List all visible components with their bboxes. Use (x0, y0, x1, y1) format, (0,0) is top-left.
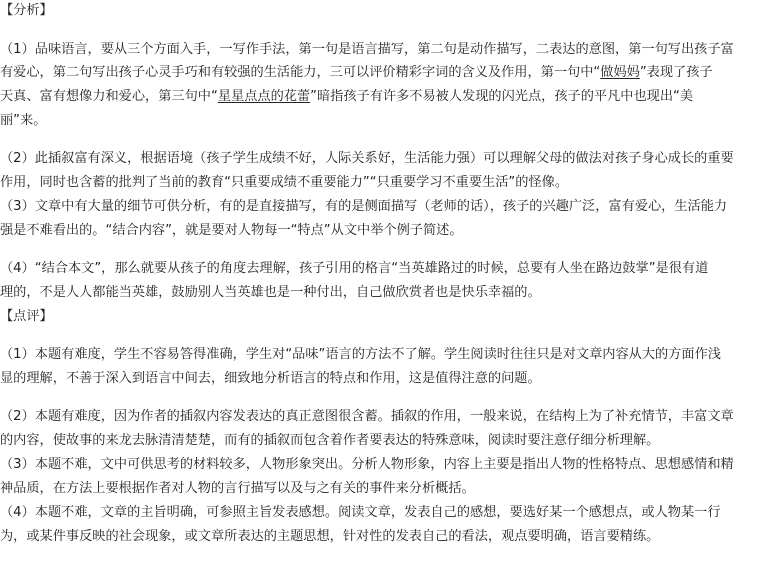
comment-c4-line1: （4）本题不难，文章的主旨明确，可参照主旨发表感想。阅读文章，发表自己的感想，要选好某一个感想点，或人物某一行 (0, 505, 721, 520)
underlined-phrase-zuomama: 做妈妈 (600, 65, 640, 80)
comment-c1-line1: （1）本题有难度，学生不容易答得准确，学生对“品味”语言的方法不了解。学生阅读时往往只是对文章内容从大的方面作浅 (0, 347, 721, 362)
analysis-p1-line3-a: 天真、富有想像力和爱心，第三句中“ (0, 89, 218, 104)
comment-c4-line2: 为，或某件事反映的社会现象，或文章所表达的主题思想，针对性的发表自己的看法，观点要明确，语言要精练。 (0, 529, 660, 544)
comment-c2-line2: 的内容，使故事的来龙去脉清清楚楚，而有的插叙而包含着作者要表达的特殊意味，阅读时要注意仔细分析理解。 (0, 433, 660, 448)
analysis-p3-line1: （3）文章中有大量的细节可供分析，有的是直接描写，有的是侧面描写（老师的话），孩子的兴趣广泛，富有爱心，生活能力 (0, 199, 728, 214)
analysis-p1-line1: （1）品味语言，要从三个方面入手，一写作手法，第一句是语言描写，第二句是动作描写，二表达的意图，第一句写出孩子富 (0, 42, 734, 57)
analysis-p4-line1: （4）“结合本文”，那么就要从孩子的角度去理解，孩子引用的格言“当英雄路过的时候，总要有人坐在路边鼓掌”是很有道 (0, 261, 709, 276)
comment-c3-line2: 神品质，在方法上要根据作者对人物的言行描写以及与之有关的事件来分析概括。 (0, 481, 475, 496)
analysis-p1-line4: 丽”来。 (0, 113, 47, 128)
analysis-p4-line2: 理的，不是人人都能当英雄，鼓励别人当英雄也是一种付出，自己做欣赏者也是快乐幸福的。 (0, 285, 541, 300)
analysis-p2-line2: 作用，同时也含蓄的批判了当前的教育“只重要成绩不重要能力”“只重要学习不重要生活”的怪像。 (0, 175, 569, 190)
analysis-heading: 【分析】 (0, 3, 53, 18)
comment-c1-line2: 显的理解，不善于深入到语言中间去，细致地分析语言的特点和作用，这是值得注意的问题。 (0, 371, 541, 386)
comment-heading: 【点评】 (0, 309, 53, 324)
analysis-p2-line1: （2）此插叙富有深义，根据语境（孩子学生成绩不好，人际关系好，生活能力强）可以理解父母的做法对孩子身心成长的重要 (0, 151, 734, 166)
underlined-phrase-hualei: 星星点点的花蕾 (217, 89, 311, 104)
analysis-p1-line2-end: ”表现了孩子 (639, 65, 713, 80)
analysis-p1-line3-b: ”暗指孩子有许多不易被人发现的闪光点，孩子的平凡中也现出“美 (310, 89, 694, 104)
analysis-p3-line2: 强是不难看出的。“结合内容”，就是要对人物每一“特点”从文中举个例子简述。 (0, 223, 463, 238)
analysis-p1-line2-text: 有爱心，第二句写出孩子心灵手巧和有较强的生活能力，三可以评价精彩字词的含义及作用，第一句中“ (0, 65, 601, 80)
analysis-p1-line2 (0, 62, 780, 84)
comment-c2-line1: （2）本题有难度，因为作者的插叙内容发表达的真正意图很含蓄。插叙的作用，一般来说，在结构上为了补充情节，丰富文章 (0, 409, 734, 424)
comment-c3-line1: （3）本题不难，文中可供思考的材料较多，人物形象突出。分析人物形象，内容上主要是指出人物的性格特点、思想感情和精 (0, 457, 734, 472)
analysis-p1-line3 (0, 86, 780, 108)
